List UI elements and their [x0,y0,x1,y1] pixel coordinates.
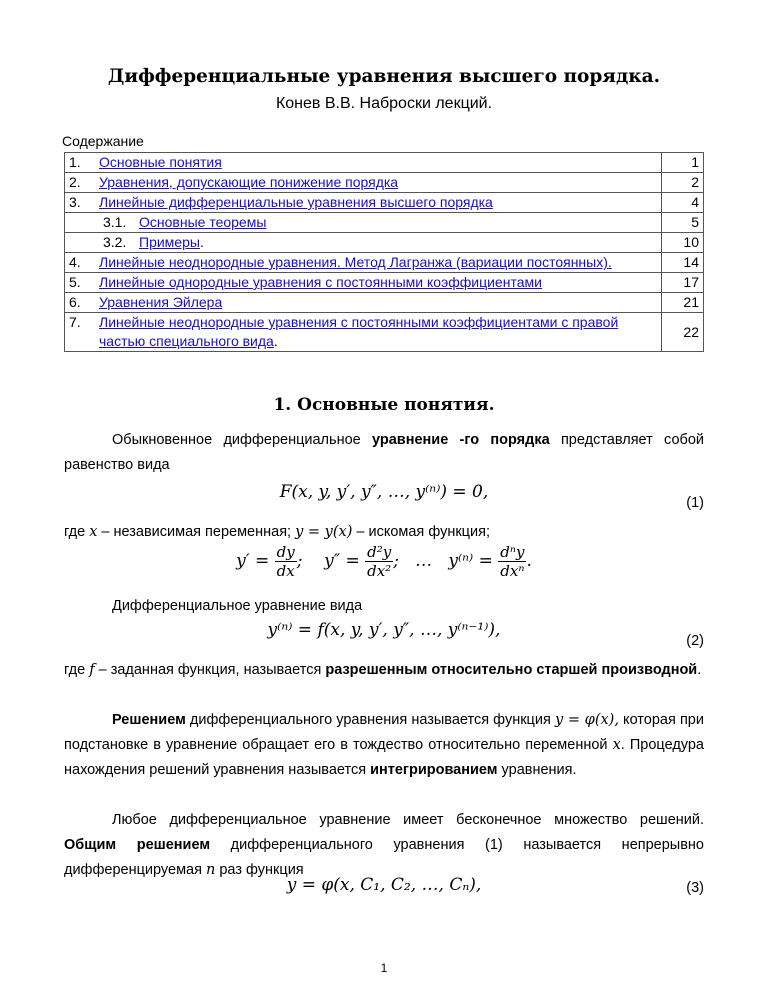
text: которая при подстановке в уравнение обращает его в тождество относительно переменной [64,712,704,753]
toc-link[interactable]: Линейные неоднородные уравнения. Метод Лагранжа (вариации постоянных). [99,254,612,270]
paragraph-variables [64,520,704,545]
toc-page-number: 5 [662,213,704,233]
toc-entry-cell [65,233,662,253]
text: . [697,662,702,678]
toc-link[interactable]: Линейные дифференциальные уравнения высшего порядка [99,194,493,210]
toc-entry-text [139,233,204,252]
text: где [64,662,90,678]
toc-entry-number: 3. [69,194,81,210]
toc-entry-number: 4. [69,254,81,270]
toc-entry-cell [65,273,662,293]
toc-link[interactable]: Линейные неоднородные уравнения с постоянными коэффициентами с правой частью специального вида [99,314,619,349]
section-heading: 1. Основные понятия. [273,395,495,415]
denominator: dx² [367,562,392,580]
toc-entry-cell [65,213,662,233]
toc-entry [69,173,657,192]
text: Обыкновенное дифференциальное [112,432,372,448]
toc-entry-text [139,213,266,232]
toc-entry-cell [65,153,662,173]
equation-3 [0,875,768,895]
text: . Процедура нахождения решений уравнения называется [64,737,705,778]
paragraph-equation-form: Дифференциальное уравнение вида [112,598,363,614]
toc-link[interactable]: Основные теоремы [139,214,267,230]
denominator: dxⁿ [500,562,525,580]
document-subtitle: Конев В.В. Наброски лекций. [275,95,493,112]
toc-entry-text [99,173,398,192]
toc-row [65,213,704,233]
text: представляет собой равенство вида [64,432,705,473]
math-x: x [612,737,621,753]
toc-link[interactable]: Уравнения, допускающие понижение порядка [99,174,399,190]
math-n: n [206,862,216,878]
numerator: d²y [367,543,392,561]
paragraph-solution [64,708,704,783]
bold-term: интегрированием [370,762,498,778]
toc-entry-text [99,153,222,172]
fraction [275,543,297,580]
bold-term: уравнение -го порядка [372,432,550,448]
equation-1 [0,482,768,502]
toc-row [65,253,704,273]
equation-text: y = φ(x, C₁, C₂, …, Cₙ), [286,875,482,895]
toc-entry-cell [65,293,662,313]
toc-link[interactable]: Примеры [139,234,200,250]
toc-entry [69,213,657,232]
toc-entry-text [99,293,222,312]
toc-page-number: 2 [662,173,704,193]
toc-link[interactable]: Основные понятия [99,154,222,170]
toc-entry [69,253,657,272]
math-text: … [415,551,433,571]
toc-entry [69,313,657,351]
text: – заданная функция, называется [94,662,326,678]
numerator: dⁿy [500,543,525,561]
toc-row [65,273,704,293]
toc-row [65,313,704,352]
toc-entry-number: 2. [69,174,81,190]
toc-page-number: 22 [662,313,704,352]
math-text: . [526,551,532,571]
equation-text: F(x, y, y′, y″, …, y⁽ⁿ⁾) = 0, [279,482,489,502]
table-of-contents [64,152,704,352]
math-y-of-x: y = y(x) [295,524,353,540]
bold-term: разрешенным относительно старшей производной [325,662,698,678]
toc-page-number: 17 [662,273,704,293]
math-solution: y = φ(x), [554,712,619,728]
denominator: dx [276,562,295,580]
equation-number-2: (2) [686,633,704,649]
bold-term: Решением [112,712,186,728]
equation-number-3: (3) [686,880,704,896]
paragraph-definition [64,428,704,478]
document-title: Дифференциальные уравнения высшего порядка. [107,66,661,87]
toc-entry [69,193,657,212]
text: – искомая функция; [352,524,490,540]
toc-entry-cell [65,253,662,273]
toc-page-number: 1 [662,153,704,173]
toc-entry-number: 3.1. [103,214,127,230]
toc-entry-suffix: . [199,234,204,250]
paragraph-general-solution [64,808,704,883]
text: где [64,524,90,540]
toc-entry [69,293,657,312]
toc-entry-number: 6. [69,294,81,310]
text: дифференциального уравнения (1) называется непрерывно дифференцируемая [64,837,704,878]
math-text: y′ = [236,551,270,571]
toc-link[interactable]: Уравнения Эйлера [99,294,223,310]
toc-entry-text [99,193,493,212]
fraction [365,543,393,580]
toc-row [65,173,704,193]
toc-entry-text [99,253,612,272]
toc-entry-text [99,313,657,351]
paragraph-resolved-form [64,658,704,683]
fraction [498,543,526,580]
toc-entry-text [99,273,542,292]
toc-entry-number: 5. [69,274,81,290]
page-number: 1 [380,961,388,975]
derivative-notation [0,543,768,580]
math-text: ; [393,551,399,571]
text: дифференциального уравнения называется функция [185,712,555,728]
math-x: x [89,524,98,540]
toc-row [65,293,704,313]
toc-page-number: 10 [662,233,704,253]
toc-entry [69,273,657,292]
toc-link[interactable]: Линейные однородные уравнения с постоянными коэффициентами [99,274,542,290]
toc-page-number: 4 [662,193,704,213]
text: – независимая переменная; [97,524,296,540]
math-f: f [89,662,95,678]
toc-entry-suffix: . [273,333,278,349]
toc-entry [69,233,657,252]
equation-text: y⁽ⁿ⁾ = f(x, y, y′, y″, …, y⁽ⁿ⁻¹⁾), [267,620,501,640]
equation-2 [0,620,768,640]
math-text: ; [296,551,303,571]
math-text: y⁽ⁿ⁾ = [448,551,493,571]
toc-row [65,153,704,173]
toc-entry-cell [65,173,662,193]
toc-entry-number: 1. [69,154,81,170]
toc-row [65,193,704,213]
text: Любое дифференциальное уравнение имеет бесконечное множество решений. [112,812,704,828]
toc-entry [69,153,657,172]
math-text: y″ = [324,551,360,571]
bold-term: Общим решением [64,837,211,853]
numerator: dy [276,543,295,561]
toc-entry-number: 3.2. [103,234,127,250]
toc-entry-cell [65,313,662,352]
toc-row [65,233,704,253]
text: уравнения. [497,762,577,778]
toc-page-number: 21 [662,293,704,313]
equation-number-1: (1) [686,495,704,511]
toc-label: Содержание [62,133,144,149]
toc-page-number: 14 [662,253,704,273]
toc-entry-number: 7. [69,314,81,330]
text: раз функция [215,862,304,878]
toc-entry-cell [65,193,662,213]
